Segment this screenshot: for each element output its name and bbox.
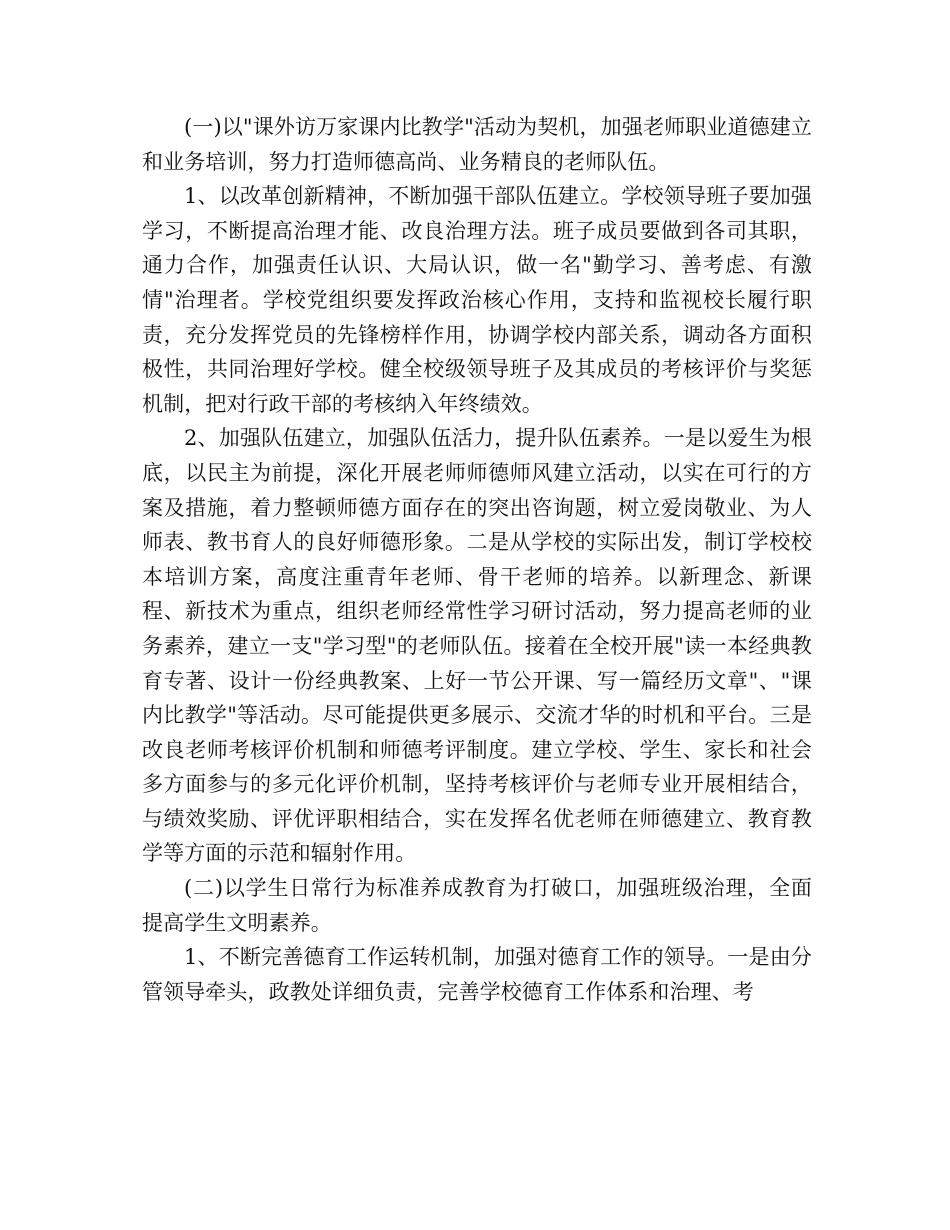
paragraph-section-1-heading: (一)以"课外访万家课内比教学"活动为契机，加强老师职业道德建立和业务培训，努力打造师德高尚、业务精良的老师队伍。 [142,115,812,174]
document-page [142,110,812,1009]
paragraph-section-2-item-1: 1、不断完善德育工作运转机制，加强对德育工作的领导。一是由分管领导牵头，政教处详细负责，完善学校德育工作体系和治理、考 [142,945,812,1004]
paragraph-item-2: 2、加强队伍建立，加强队伍活力，提升队伍素养。一是以爱生为根底，以民主为前提，深化开展老师师德师风建立活动，以实在可行的方案及措施，着力整顿师德方面存在的突出咨询题，树立爱岗敬业、为人师表、教书育人的良好师德形象。二是从学校的实际出发，制订学校校本培训方案，高度注重青年老师、骨干老师的培养。以新理念、新课程、新技术为重点，组织老师经常性学习研讨活动，努力提高老师的业务素养，建立一支"学习型"的老师队伍。接着在全校开展"读一本经典教育专著、设计一份经典教案、上好一节公开课、写一篇经历文章"、"课内比教学"等活动。尽可能提供更多展示、交流才华的时机和平台。三是改良老师考核评价机制和师德考评制度。建立学校、学生、家长和社会多方面参与的多元化评价机制，坚持考核评价与老师专业开展相结合，与绩效奖励、评优评职相结合，实在发挥名优老师在师德建立、教育教学等方面的示范和辐射作用。 [142,426,812,866]
paragraph-item-1: 1、以改革创新精神，不断加强干部队伍建立。学校领导班子要加强学习，不断提高治理才能、改良治理方法。班子成员要做到各司其职，通力合作，加强责任认识、大局认识，做一名"勤学习、善考虑、有激情"治理者。学校党组织要发挥政治核心作用，支持和监视校长履行职责，充分发挥党员的先锋榜样作用，协调学校内部关系，调动各方面积极性，共同治理好学校。健全校级领导班子及其成员的考核评价与奖惩机制，把对行政干部的考核纳入年终绩效。 [142,184,812,416]
paragraph-section-2-heading: (二)以学生日常行为标准养成教育为打破口，加强班级治理，全面提高学生文明素养。 [142,876,812,935]
